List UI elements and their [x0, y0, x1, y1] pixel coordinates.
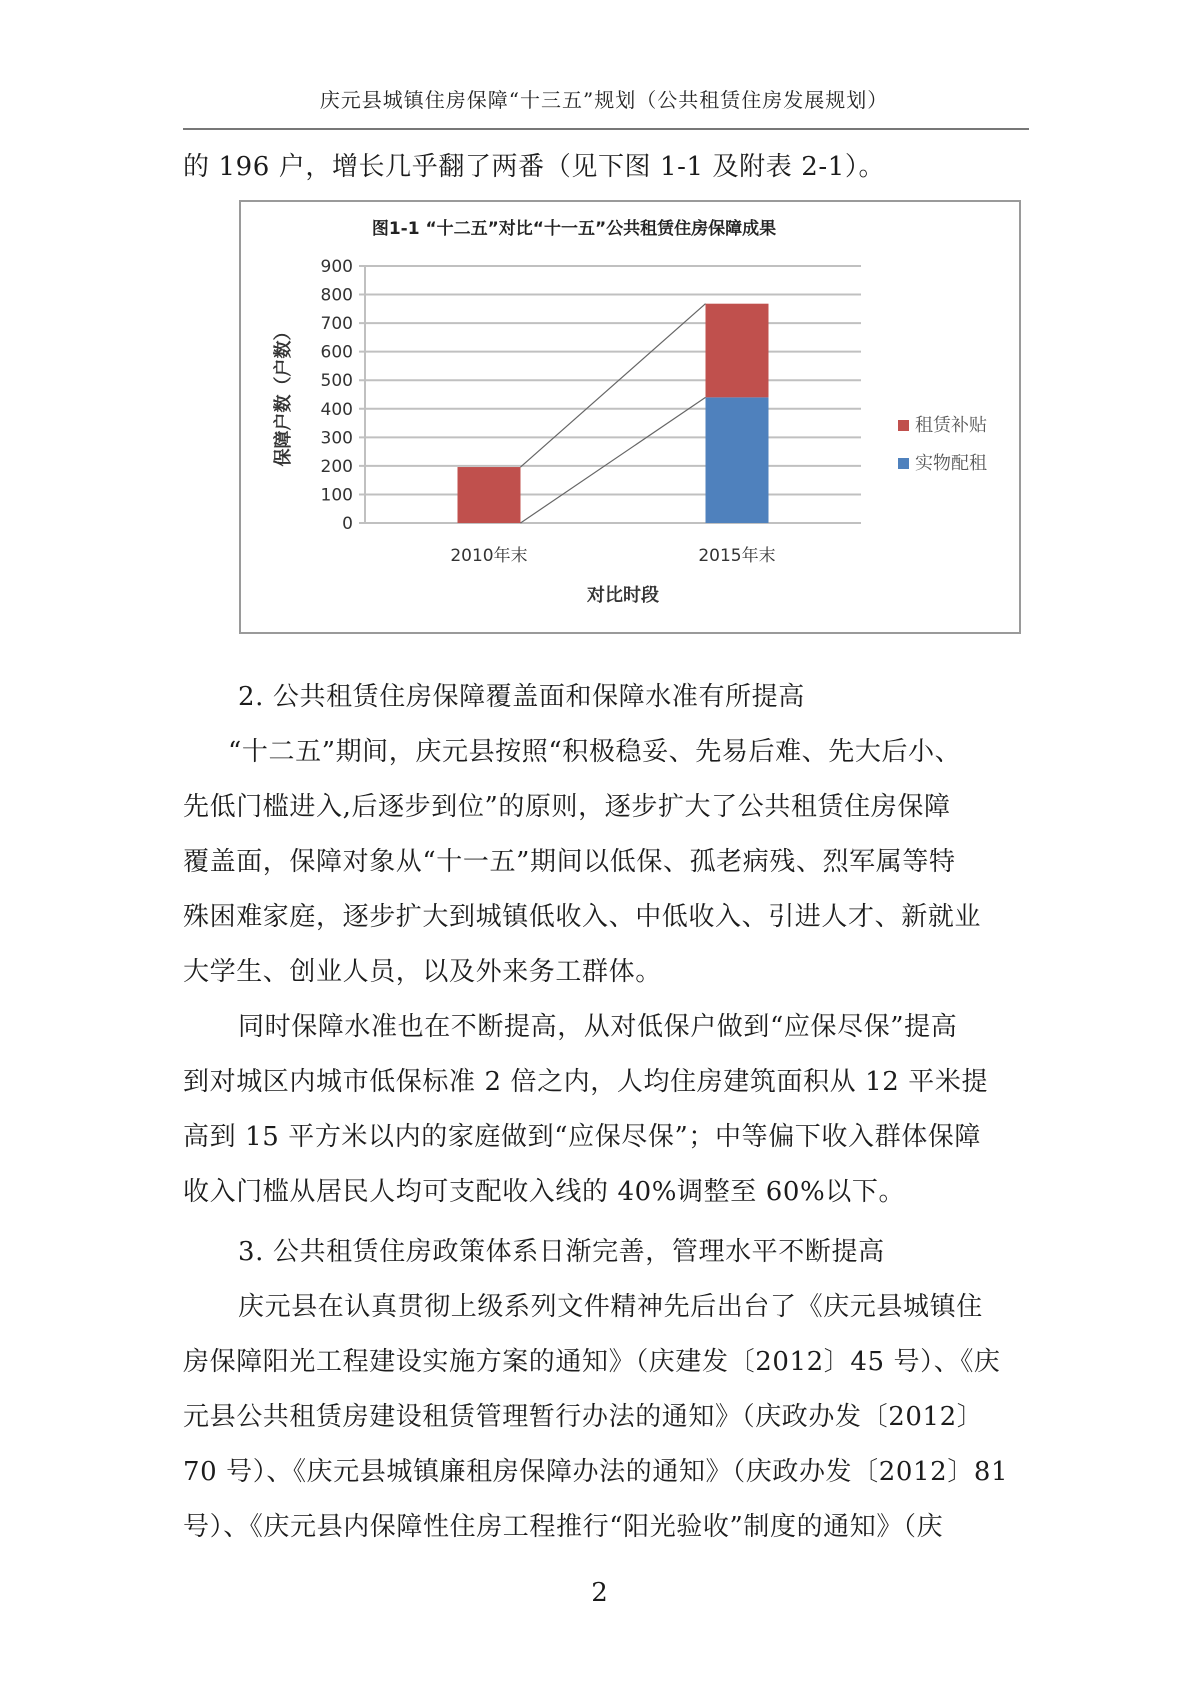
paragraph-line: 元县公共租赁房建设租赁管理暂行办法的通知》（庆政办发〔2012〕 [183, 1402, 984, 1432]
y-tick-label: 400 [320, 399, 353, 420]
y-tick-label: 600 [320, 342, 353, 363]
bar-rent-subsidy [458, 467, 521, 523]
chart-figure-1-1 [239, 200, 1021, 634]
y-tick-label: 100 [320, 485, 353, 506]
paragraph-line: 号）、《庆元县内保障性住房工程推行“阳光验收”制度的通知》（庆 [183, 1512, 944, 1542]
paragraph-line: 收入门槛从居民人均可支配收入线的 40%调整至 60%以下。 [183, 1177, 906, 1207]
x-tick-label: 2010年末 [450, 546, 528, 566]
intro-line: 的 196 户，增长几乎翻了两番（见下图 1-1 及附表 2-1）。 [183, 152, 886, 182]
header-rule [183, 128, 1029, 130]
paragraph-line: 殊困难家庭，逐步扩大到城镇低收入、中低收入、引进人才、新就业 [183, 902, 982, 932]
legend-label: 实物配租 [915, 453, 987, 474]
x-tick-label: 2015年末 [698, 546, 776, 566]
stacked-bar-chart [241, 202, 1019, 632]
paragraph-line: 庆元县在认真贯彻上级系列文件精神先后出台了《庆元县城镇住 [238, 1292, 983, 1322]
legend-swatch [898, 458, 909, 469]
paragraph-line: “十二五”期间，庆元县按照“积极稳妥、先易后难、先大后小、 [228, 737, 962, 767]
y-axis-label: 保障户数（户数） [273, 322, 294, 467]
y-tick-label: 900 [320, 257, 353, 277]
paragraph-line: 大学生、创业人员，以及外来务工群体。 [183, 957, 662, 987]
y-tick-label: 800 [320, 285, 353, 306]
y-tick-label: 700 [320, 314, 353, 335]
paragraph-line: 先低门槛进入,后逐步到位”的原则，逐步扩大了公共租赁住房保障 [183, 792, 951, 822]
y-tick-label: 300 [320, 428, 353, 449]
paragraph-line: 70 号）、《庆元县城镇廉租房保障办法的通知》（庆政办发〔2012〕81 [183, 1457, 1009, 1487]
bar-physical-allocation [706, 397, 769, 523]
paragraph-line: 覆盖面，保障对象从“十一五”期间以低保、孤老病残、烈军属等特 [183, 847, 956, 877]
y-tick-label: 200 [320, 456, 353, 477]
x-axis-label: 对比时段 [587, 585, 659, 606]
paragraph-line: 高到 15 平方米以内的家庭做到“应保尽保”；中等偏下收入群体保障 [183, 1122, 981, 1152]
paragraph-line: 到对城区内城市低保标准 2 倍之内，人均住房建筑面积从 12 平米提 [183, 1067, 989, 1097]
legend-label: 租赁补贴 [915, 415, 987, 436]
series-connector-line [521, 397, 706, 523]
bar-rent-subsidy [706, 304, 769, 398]
y-tick-label: 0 [342, 514, 353, 534]
chart-title: 图1-1 “十二五”对比“十一五”公共租赁住房保障成果 [371, 219, 777, 239]
legend-swatch [898, 420, 909, 431]
y-tick-label: 500 [320, 371, 353, 392]
running-header: 庆元县城镇住房保障“十三五”规划（公共租赁住房发展规划） [319, 88, 889, 112]
page-number: 2 [591, 1578, 608, 1608]
paragraph-line: 同时保障水准也在不断提高，从对低保户做到“应保尽保”提高 [238, 1012, 958, 1042]
section-3-heading: 3. 公共租赁住房政策体系日渐完善，管理水平不断提高 [238, 1237, 885, 1267]
paragraph-line: 房保障阳光工程建设实施方案的通知》（庆建发〔2012〕45 号）、《庆 [183, 1347, 1001, 1377]
series-connector-line [521, 304, 706, 467]
section-2-heading: 2. 公共租赁住房保障覆盖面和保障水准有所提高 [238, 682, 805, 712]
